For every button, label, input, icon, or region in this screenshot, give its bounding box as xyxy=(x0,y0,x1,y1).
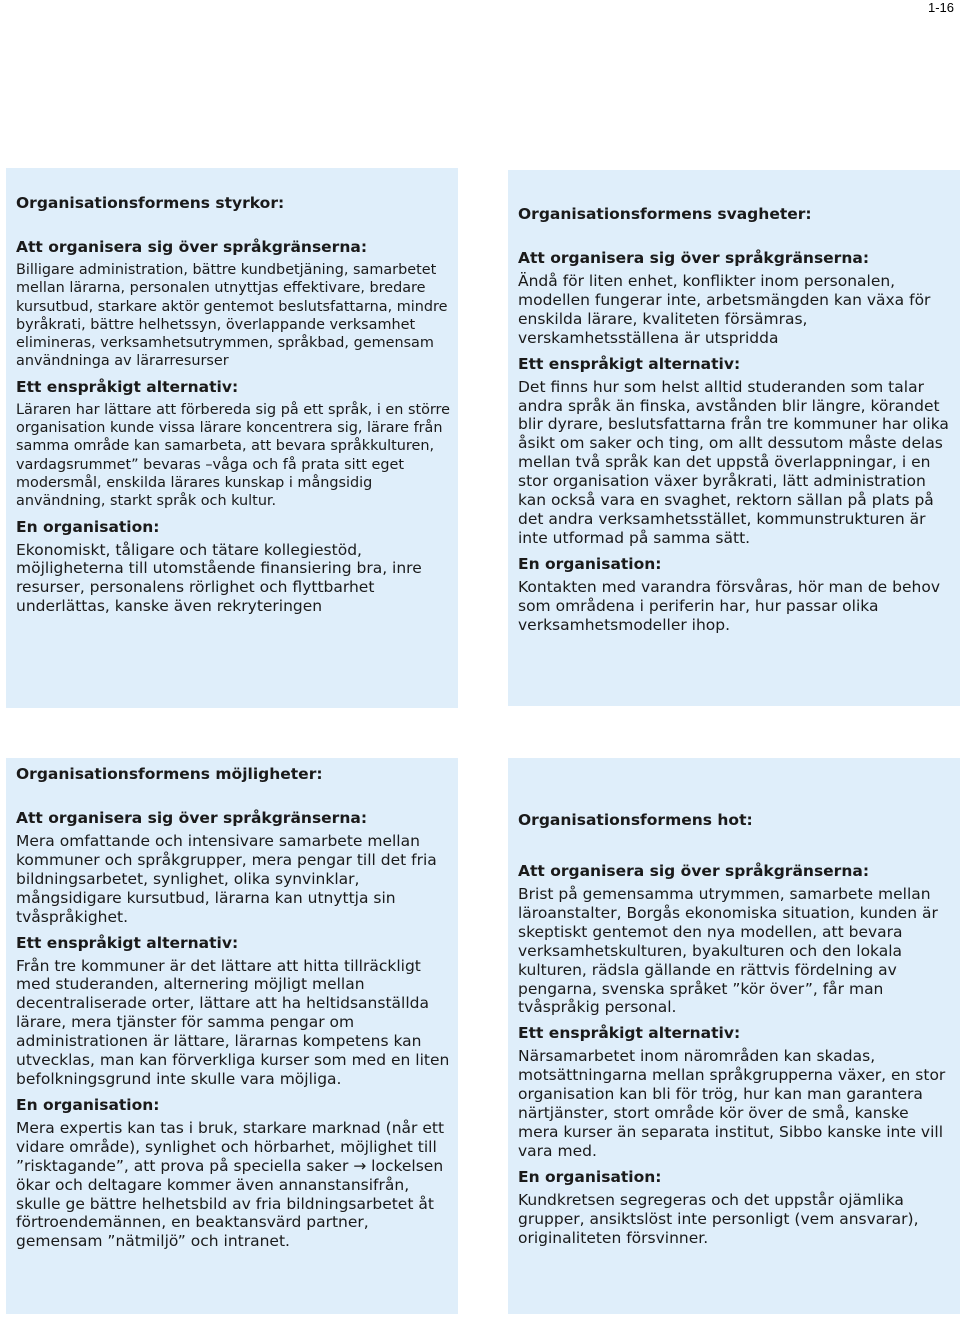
threats-section-cross-language xyxy=(518,861,952,1017)
threats-section-one-organisation xyxy=(518,1167,952,1248)
opportunities-section-one-organisation xyxy=(16,1095,450,1251)
section-heading: En organisation: xyxy=(518,554,662,573)
weaknesses-title: Organisationsformens svagheter: xyxy=(518,205,812,223)
section-body: Det finns hur som helst alltid studeranden som talar andra språk än finska, avstånden blir längre, körandet blir dyrare, beslutsfattarna från tre kommuner har olika åsikt om saker och ting, om allt dessutom måste delas mellan två språk kan det uppstå överlappningar, i en stor organisation växer byråkrati, lätt administration kan också vara en svaghet, rektorn sällan på plats på det andra verksamhetsstället, kommunstrukturen är inte utformad på samma sätt. xyxy=(518,377,949,547)
strengths-section-monolingual xyxy=(16,377,450,511)
section-body: Närsamarbetet inom närområden kan skadas, motsättningarna mellan språkgrupperna växer, en stor organisation kan bli för trög, hur kan man garantera närtjänster, stort område kör över de små, kanske mera kurser än separata institut, Sibbo kanske inte vill vara med. xyxy=(518,1047,946,1160)
section-heading: Ett enspråkigt alternativ: xyxy=(16,933,239,952)
section-body: Billigare administration, bättre kundbetjäning, samarbetet mellan lärarna, personalen utnyttjas effektivare, bredare kursutbud, starkare aktör gentemot beslutsfattarna, mindre byråkrati, bättre helhetssyn, överlappande verksamhet elimineras, verksamhetsutrymmen, språkbad, gemensam användninga av lärarresurser xyxy=(16,262,448,370)
section-body: Från tre kommuner är det lättare att hitta tillräckligt med studeranden, alternering möjligt mellan decentraliserade orter, lättare att ha heltidsanställda lärare, mera tjänster för samma pengar om administrationen är lättare, lärarnas kompetens kan utvecklas, man kan förverkliga kurser som med en liten befolkningsgrund inte skulle vara möjliga. xyxy=(16,956,450,1088)
weaknesses-section-one-organisation xyxy=(518,554,952,635)
section-heading: Att organisera sig över språkgränserna: xyxy=(518,249,870,267)
weaknesses-section-monolingual xyxy=(518,354,952,548)
weaknesses-box xyxy=(508,170,960,706)
page-number: 1-16 xyxy=(927,0,954,15)
section-heading: Ett enspråkigt alternativ: xyxy=(16,377,239,396)
opportunities-section-monolingual xyxy=(16,933,450,1089)
threats-title: Organisationsformens hot: xyxy=(518,811,753,829)
section-heading: Att organisera sig över språkgränserna: xyxy=(518,862,870,880)
section-body: Kontakten med varandra försvåras, hör man de behov som områdena i periferin har, hur passar olika verksamhetsmodeller ihop. xyxy=(518,577,940,634)
opportunities-title: Organisationsformens möjligheter: xyxy=(16,765,323,783)
section-body: Mera omfattande och intensivare samarbete mellan kommuner och språkgrupper, mera pengar till det fria bildningsarbetet, synlighet, olika synvinklar, mångsidigare kursutbud, lärarna kan utnyttja sin tvåspråkighet. xyxy=(16,832,437,926)
opportunities-box xyxy=(6,758,458,1314)
strengths-box xyxy=(6,168,458,708)
section-body: Kundkretsen segregeras och det uppstår ojämlika grupper, ansiktslöst inte personligt (vem ansvarar), originaliteten försvinner. xyxy=(518,1190,919,1247)
section-body: Läraren har lättare att förbereda sig på ett språk, i en större organisation kunde vissa lärare koncentrera sig, lärare från samma område kan samarbeta, att bevara språkkulturen, vardagsrummet” bevaras –våga och få prata sitt eget modersmål, enskilda lärares kunskap i mångsidig användning, starkt språk och kultur. xyxy=(16,401,451,510)
section-heading: En organisation: xyxy=(16,1095,160,1114)
strengths-section-one-organisation xyxy=(16,517,450,617)
section-body: Ekonomiskt, tåligare och tätare kollegiestöd, möjligheterna till utomstående finansiering bra, inre resurser, personalens rörlighet och flyttbarhet underlättas, kanske även rekryteringen xyxy=(16,540,422,616)
section-heading: Ett enspråkigt alternativ: xyxy=(518,354,741,373)
threats-section-monolingual xyxy=(518,1023,952,1160)
section-heading: En organisation: xyxy=(16,517,160,536)
weaknesses-section-cross-language xyxy=(518,248,952,348)
section-body: Brist på gemensamma utrymmen, samarbete mellan läroanstalter, Borgås ekonomiska situation, kunden är skeptiskt gentemot den nya modellen, att bevara verksamhetskulturen, byakulturen och den lokala kulturen, rädsla gällande en rättvis fördelning av pengarna, svenska språket ”kör över”, får man tvåspråkig personal. xyxy=(518,885,938,1017)
section-body: Mera expertis kan tas i bruk, starkare marknad (når ett vidare område), synlighet och hörbarhet, möjlighet till ”risktagande”, att prova på speciella saker → lockelsen ökar och deltagare kommer även annanstansifrån, skulle ge bättre helhetsbild av fria bildningsarbetet åt förtroendemännen, en beaktansvärd partner, gemensam ”nätmiljö” och intranet. xyxy=(16,1118,445,1251)
section-heading: En organisation: xyxy=(518,1167,662,1186)
section-heading: Ett enspråkigt alternativ: xyxy=(518,1024,741,1043)
strengths-title: Organisationsformens styrkor: xyxy=(16,194,285,212)
section-body: Ändå för liten enhet, konflikter inom personalen, modellen fungerar inte, arbetsmängden kan växa för enskilda lärare, kvaliteten försämras, verskamhetsställena är utspridda xyxy=(518,272,931,347)
strengths-section-cross-language xyxy=(16,237,450,371)
threats-box xyxy=(508,758,960,1314)
opportunities-section-cross-language xyxy=(16,808,450,927)
section-heading: Att organisera sig över språkgränserna: xyxy=(16,809,368,827)
section-heading: Att organisera sig över språkgränserna: xyxy=(16,238,368,256)
